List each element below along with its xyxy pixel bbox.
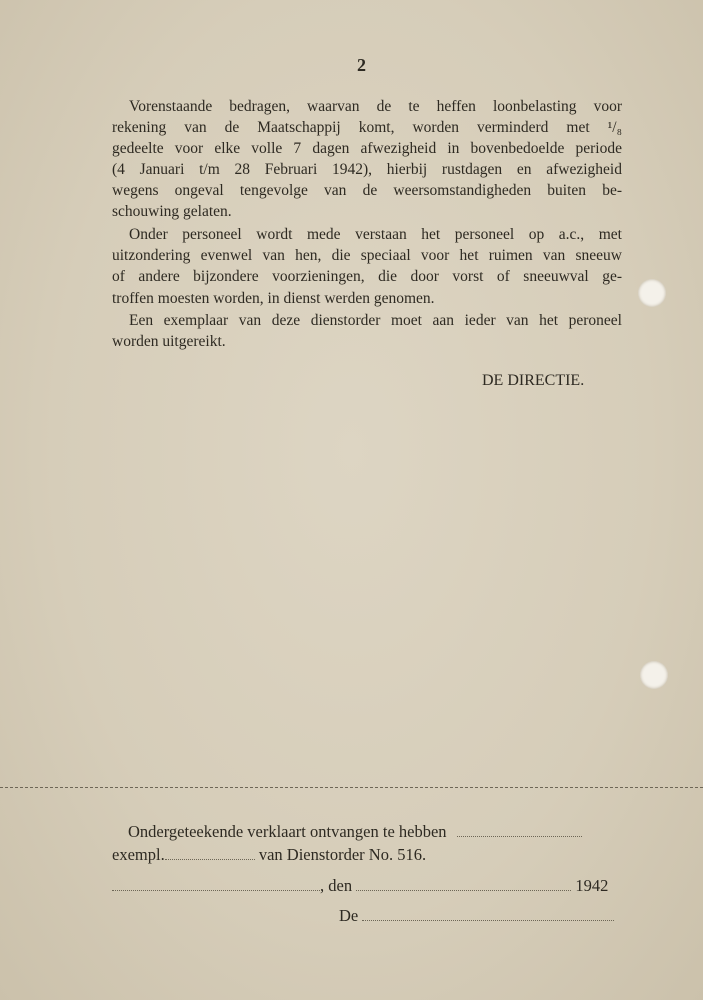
text-line: Onder personeel wordt mede verstaan het personeel op a.c., met [129,226,622,243]
text-line: gedeelte voor elke volle 7 dagen afwezigheid in bovenbedoelde periode [112,140,622,157]
receipt-text: De [339,906,359,925]
receipt-text: van Dienstorder No. 516. [258,845,427,864]
text-line: schouwing gelaten. [112,203,232,220]
receipt-text: Ondergeteekende verklaart ontvangen te hebben [128,822,447,841]
receipt-line-1 [128,822,582,842]
punch-hole [638,279,666,307]
signature-directie: DE DIRECTIE. [482,372,585,389]
cut-line [0,787,703,788]
text-line: troffen moesten worden, in dienst werden genomen. [112,290,435,307]
blank-signature[interactable] [362,908,614,921]
text-line: worden uitgereikt. [112,333,226,350]
text-line: uitzondering evenwel van hen, die speciaal voor het ruimen van sneeuw [112,247,622,264]
receipt-year: 1942 [575,876,609,895]
blank-count[interactable] [457,824,582,837]
blank-exempl[interactable] [165,847,255,860]
page-number: 2 [357,55,366,75]
punch-hole [640,661,668,689]
receipt-line-4 [339,906,614,926]
receipt-text: exempl. [112,845,165,864]
text-line: (4 Januari t/m 28 Februari 1942), hierbij rustdagen en afwezigheid [112,161,622,178]
text-line: Vorenstaande bedragen, waarvan de te heffen loonbelasting voor [129,98,622,115]
receipt-text: , den [320,876,353,895]
text-line: wegens ongeval tengevolge van de weersomstandigheden buiten be- [112,182,622,199]
receipt-line-2 [112,845,426,865]
blank-place[interactable] [112,878,320,891]
receipt-line-3 [112,876,608,896]
text-line: of andere bijzondere voorzieningen, die door vorst of sneeuwval ge- [112,268,622,285]
text-line: rekening van de Maatschappij komt, worden verminderd met ¹/₈ [112,119,622,136]
blank-date[interactable] [356,878,571,891]
text-line: Een exemplaar van deze dienstorder moet aan ieder van het peroneel [129,312,622,329]
